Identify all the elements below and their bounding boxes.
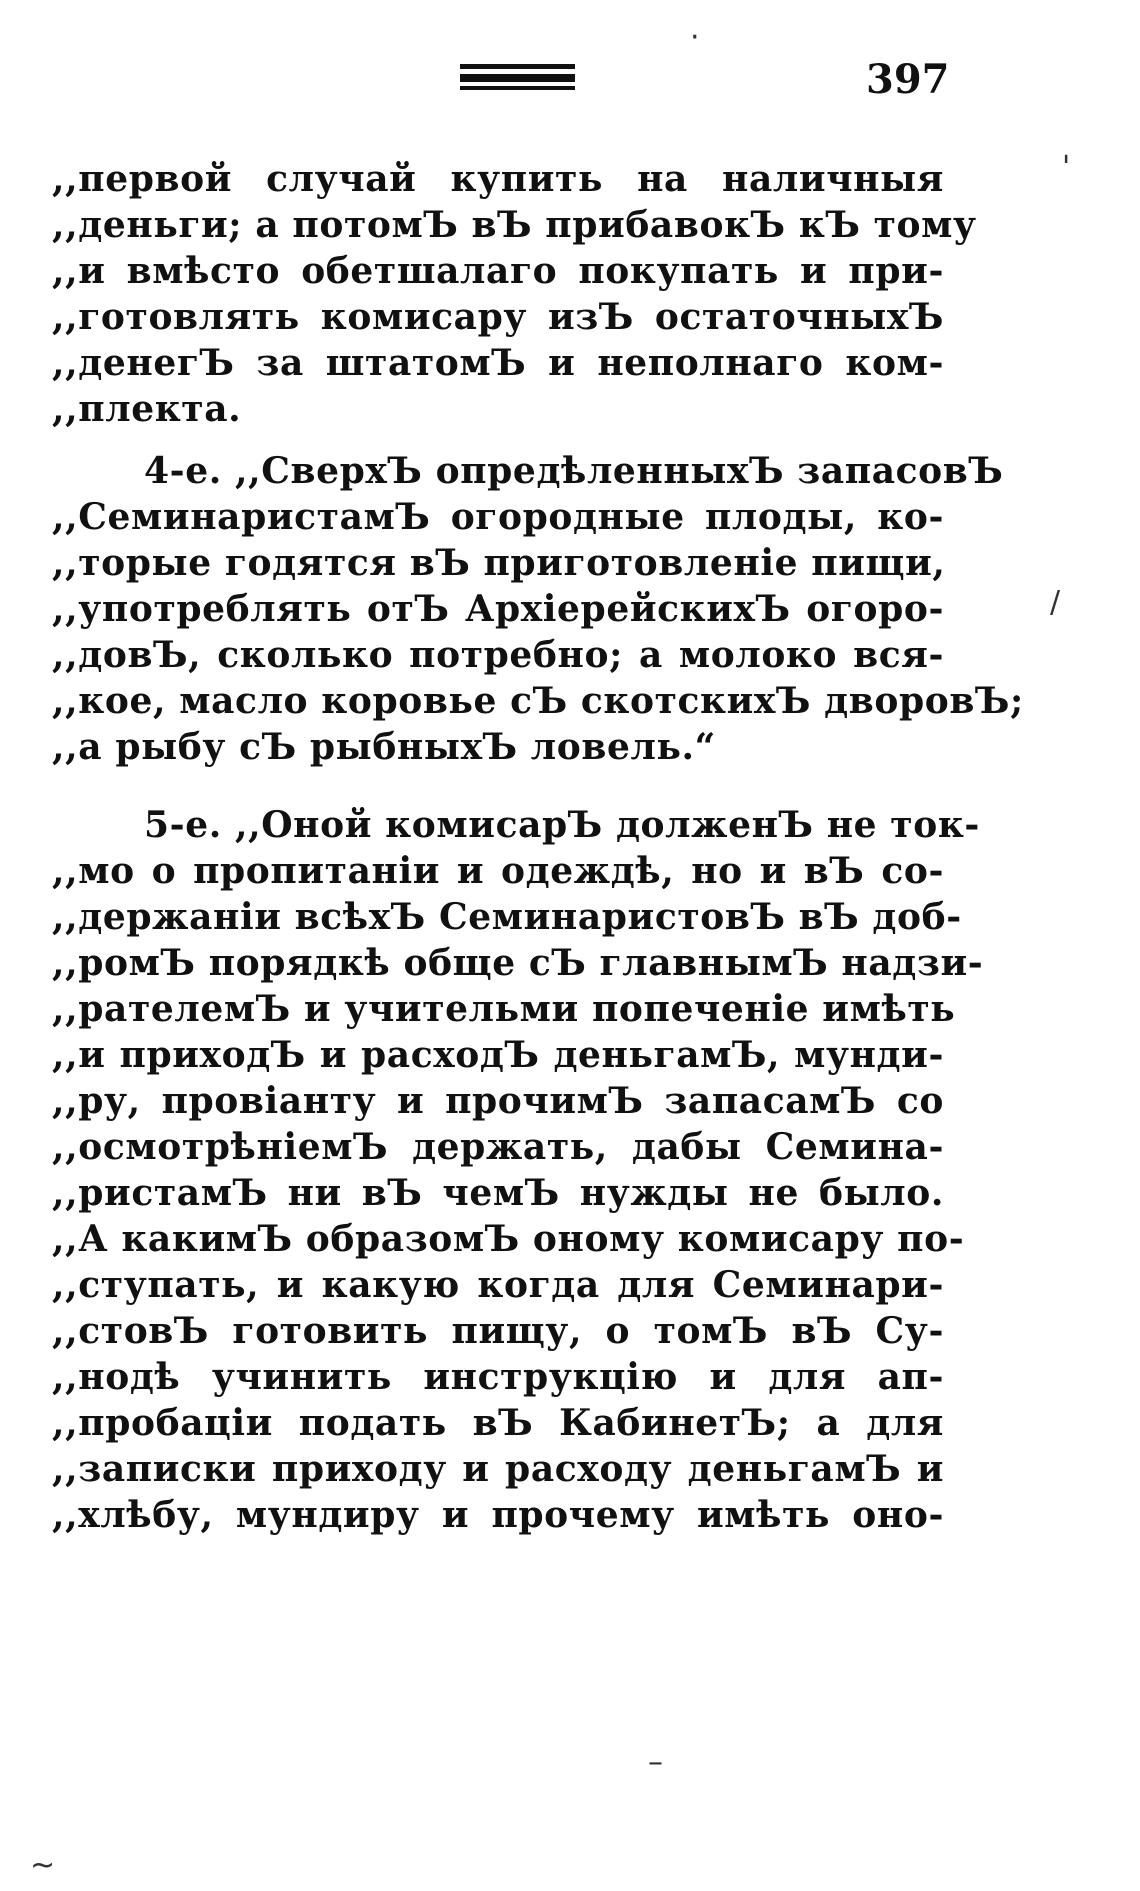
text-line: ,,и приходЪ и расходЪ деньгамЪ, мунди- (52, 1034, 944, 1076)
text-line: ,,ромЪ порядкѣ обще сЪ главнымЪ надзи- (52, 942, 984, 984)
header-ornament-rule (460, 64, 575, 92)
text-line: ,,стовЪ готовить пищу, о томЪ вЪ Су- (52, 1310, 944, 1352)
text-line: ,,А какимЪ образомЪ оному комисару по- (52, 1218, 965, 1260)
scan-speck: / (1050, 585, 1061, 620)
text-line: ,,ступать, и какую когда для Семинари- (52, 1264, 944, 1306)
text-line: ,,ристамЪ ни вЪ чемЪ нужды не было. (52, 1172, 944, 1214)
text-line: ,,употреблять отЪ АрхіерейскихЪ огоро- (52, 588, 944, 630)
paragraph-1 (52, 156, 977, 432)
text-line: ,,а рыбу сЪ рыбныхЪ ловель.“ (52, 726, 716, 768)
scan-speck: – (648, 1745, 663, 1780)
text-line: ,,денегЪ за штатомЪ и неполнаго ком- (52, 342, 944, 384)
text-line: ,,осмотрѣніемЪ держать, дабы Семина- (52, 1126, 944, 1168)
text-line: ,,рателемЪ и учительми попеченіе имѣть (52, 988, 956, 1030)
text-line: ,,пробаціи подать вЪ КабинетЪ; а для (52, 1402, 944, 1444)
text-line: ,,ру, провіанту и прочимЪ запасамЪ со (52, 1080, 944, 1122)
text-line: 4-е. ,,СверхЪ опредѣленныхЪ запасовЪ (144, 450, 1004, 492)
text-line: ,,нодѣ учинить инструкцію и для ап- (52, 1356, 944, 1398)
scan-speck: · (690, 20, 700, 55)
text-line: ,,мо о пропитаніи и одеждѣ, но и вЪ со- (52, 850, 944, 892)
text-line: ,,и вмѣсто обетшалаго покупать и при- (52, 250, 944, 292)
text-line: ,,деньги; а потомЪ вЪ прибавокЪ кЪ тому (52, 204, 977, 246)
paragraph-2 (52, 448, 1024, 770)
text-line: ,,СеминаристамЪ огородные плоды, ко- (52, 496, 944, 538)
text-line: ,,держаніи всѣхЪ СеминаристовЪ вЪ доб- (52, 896, 962, 938)
text-line: ,,готовлять комисару изЪ остаточныхЪ (52, 296, 944, 338)
text-line: ,,записки приходу и расходу деньгамЪ и (52, 1448, 944, 1490)
text-line: ,,хлѣбу, мундиру и прочему имѣть оно- (52, 1494, 944, 1536)
text-line: ,,торые годятся вЪ приготовленіе пищи, (52, 542, 946, 584)
scan-speck: ~ (30, 1848, 56, 1883)
text-line: ,,довЪ, сколько потребно; а молоко вся- (52, 634, 944, 676)
scan-speck: ' (1062, 150, 1071, 185)
page-number: 397 (866, 56, 950, 103)
text-line: ,,первой случай купить на наличныя (52, 158, 944, 200)
paragraph-3 (52, 802, 984, 1538)
text-line: ,,кое, масло коровье сЪ скотскихЪ дворовЪ; (52, 680, 1024, 722)
text-line: ,,плекта. (52, 388, 242, 430)
text-line: 5-е. ,,Оной комисарЪ долженЪ не ток- (144, 804, 980, 846)
body-text (52, 156, 1024, 1538)
